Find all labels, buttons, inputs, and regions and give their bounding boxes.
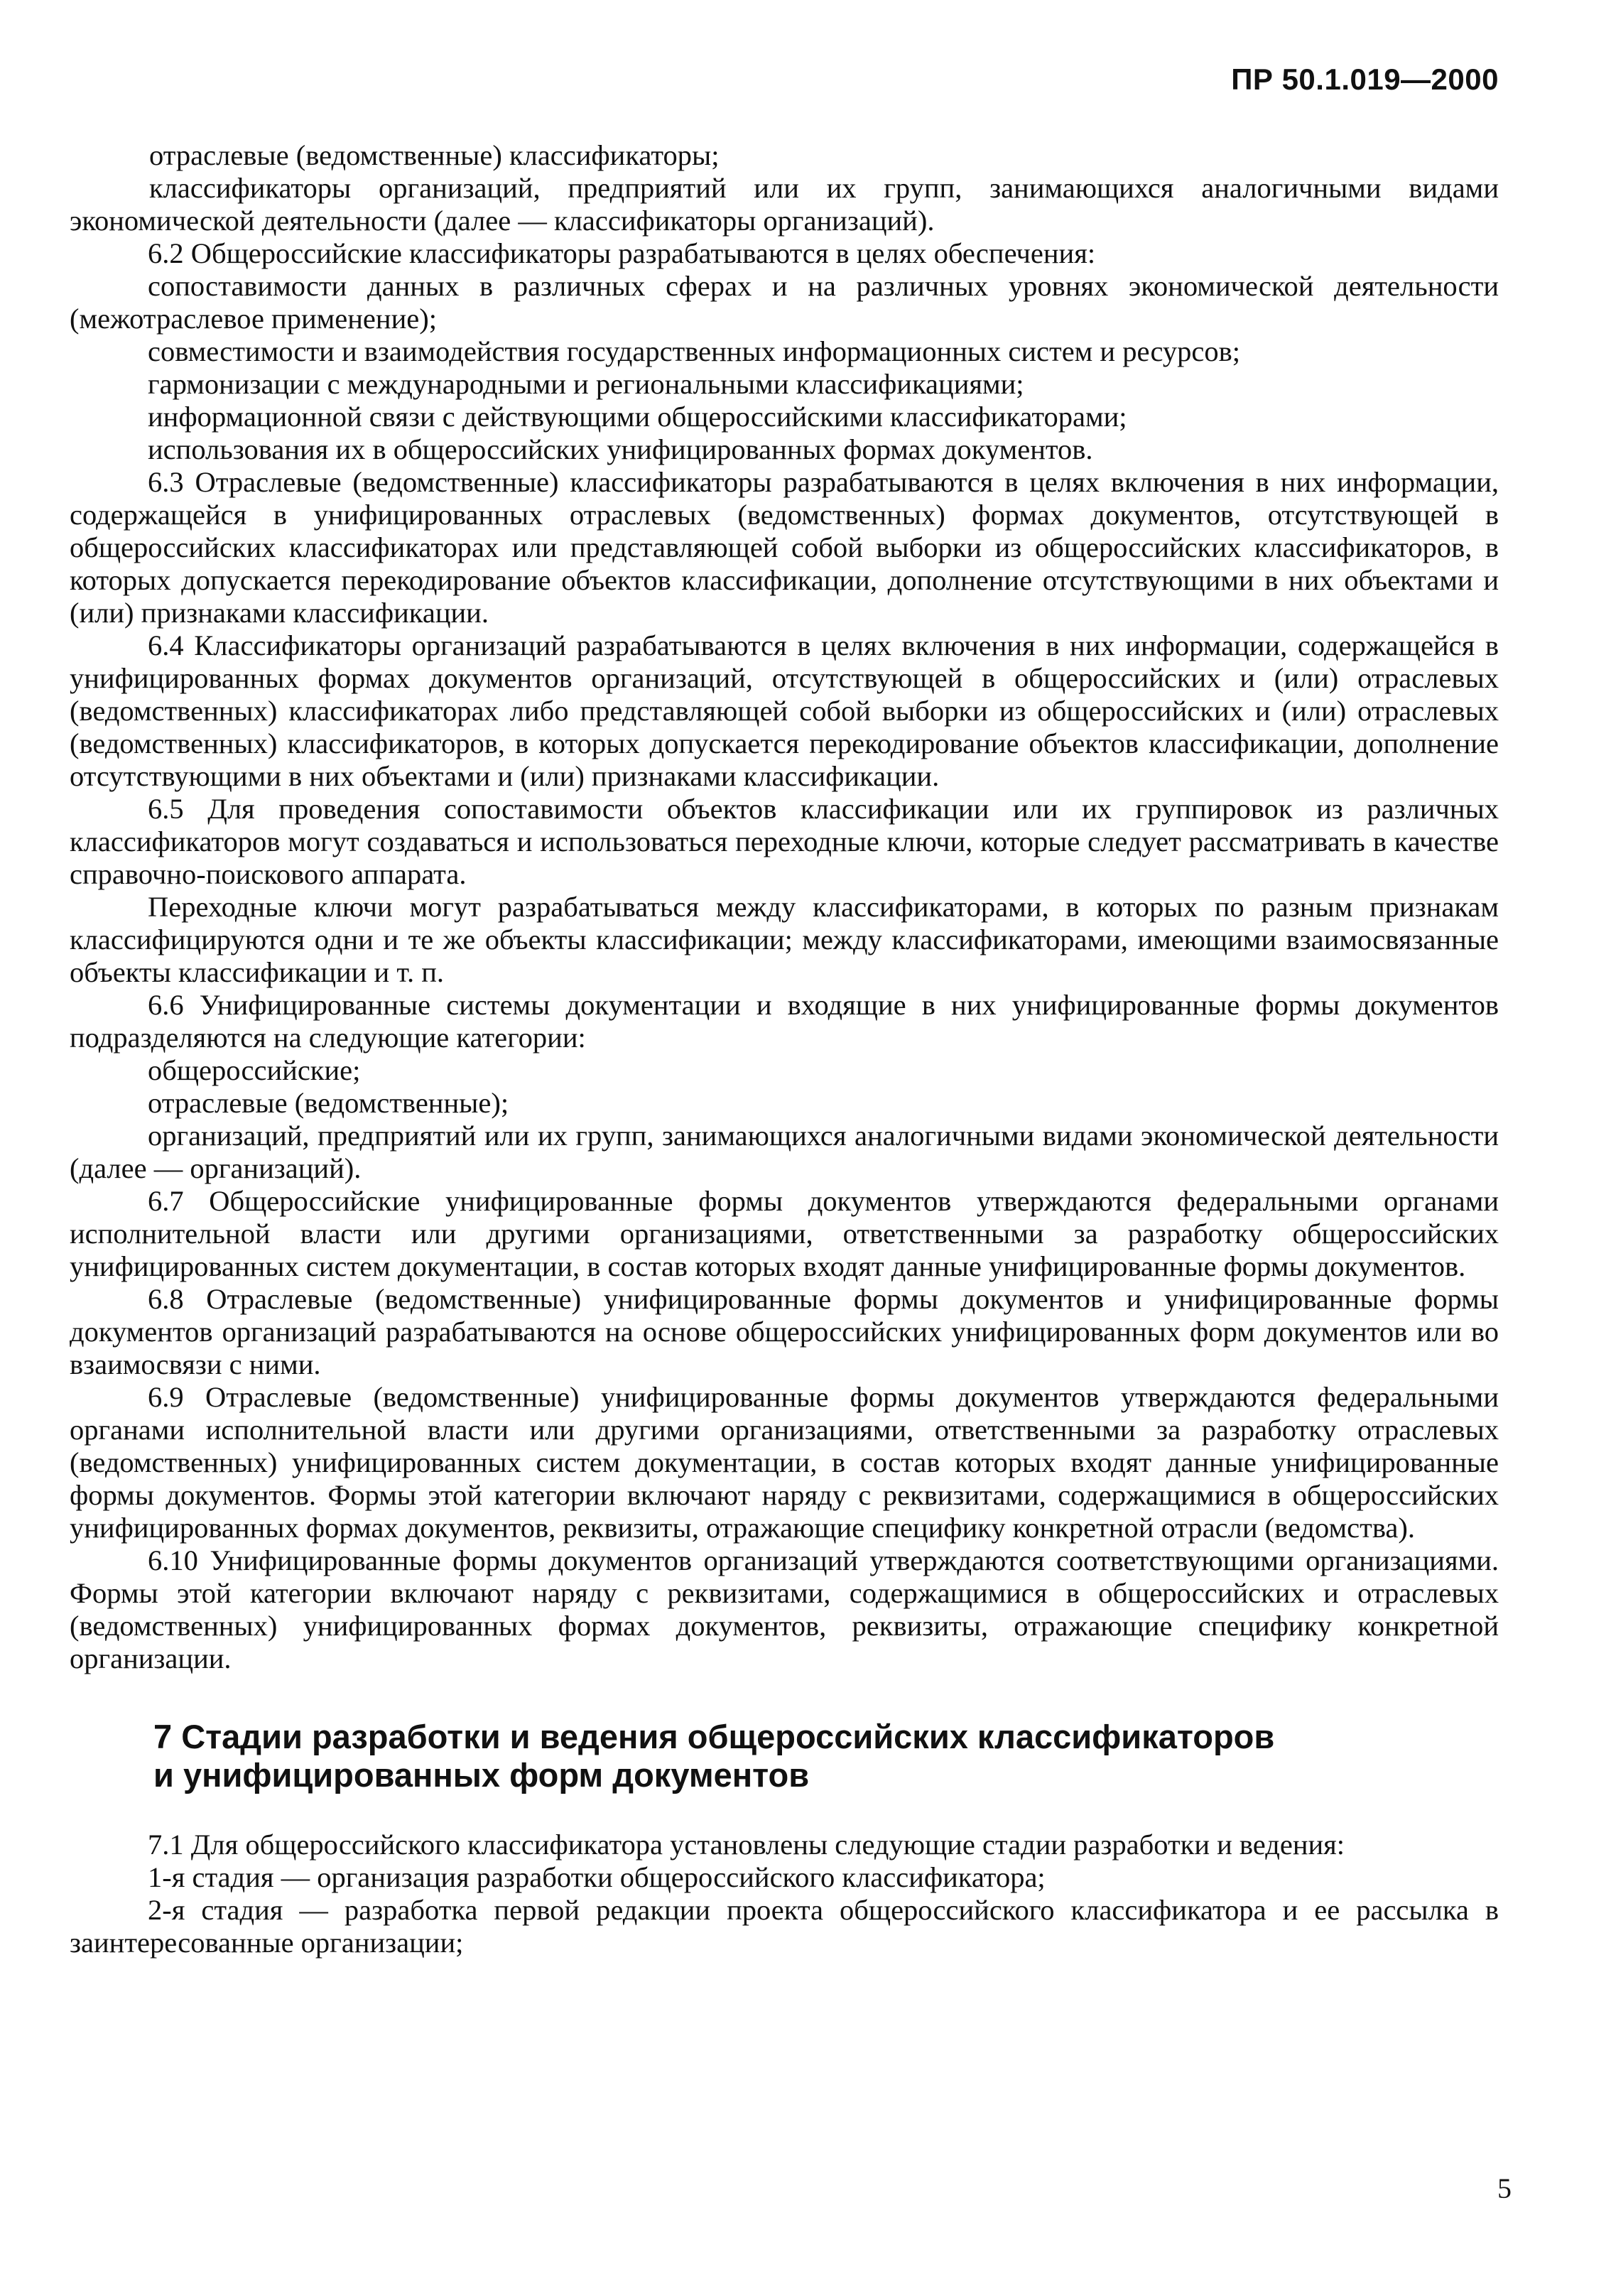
paragraph: 7.1 Для общероссийского классификатора установлены следующие стадии разработки и ведения: [148, 1829, 1345, 1861]
document-body [70, 139, 1499, 1959]
section-heading-line: 7 Стадии разработки и ведения общероссийских классификаторов [153, 1718, 1275, 1755]
paragraph: общероссийские; [148, 1054, 361, 1086]
paragraph: использования их в общероссийских унифицированных формах документов. [148, 433, 1093, 465]
paragraph: 6.3 Отраслевые (ведомственные) классификаторы разрабатываются в целях включения в них информации, содержащейся в унифицированных отраслевых (ведомственных) формах документов, отсутствующей в общероссийских классификаторах или представляющей собой выборки из общероссийских классификаторов, в которых допускается перекодирование объектов классификации, дополнение отсутствующими в них объектами и (или) признаками классификации. [70, 466, 1499, 629]
paragraph: 2-я стадия — разработка первой редакции проекта общероссийского классификатора и ее рассылка в заинтересованные организации; [70, 1894, 1499, 1959]
section-heading [153, 1718, 1499, 1794]
paragraph: 1-я стадия — организация разработки общероссийского классификатора; [148, 1861, 1046, 1893]
paragraph: 6.7 Общероссийские унифицированные формы документов утверждаются федеральными органами исполнительной власти или другими организациями, ответственными за разработку общероссийских унифицированных систем документации, в состав которых входят данные унифицированные формы документов. [70, 1185, 1499, 1282]
paragraph: сопоставимости данных в различных сферах и на различных уровнях экономической деятельности (межотраслевое применение); [70, 270, 1499, 335]
paragraph: 6.10 Унифицированные формы документов организаций утверждаются соответствующими организациями. Формы этой категории включают наряду с реквизитами, содержащимися в общероссийских и отраслевых (ведомственных) унифицированных формах документов, реквизиты, отражающие специфику конкретной организации. [70, 1544, 1499, 1674]
paragraph: 6.9 Отраслевые (ведомственные) унифицированные формы документов утверждаются федеральными органами исполнительной власти или другими организациями, ответственными за разработку отраслевых (ведомственных) унифицированных систем документации, в состав которых входят данные унифицированные формы документов. Формы этой категории включают наряду с реквизитами, содержащимися в общероссийских унифицированных формах документов, реквизиты, отражающие специфику конкретной отрасли (ведомства). [70, 1381, 1499, 1544]
paragraph: Переходные ключи могут разрабатываться между классификаторами, в которых по разным признакам классифицируются одни и те же объекты классификации; между классификаторами, имеющими взаимосвязанные объекты классификации и т. п. [70, 891, 1499, 988]
section-heading-line: и унифицированных форм документов [153, 1756, 810, 1794]
paragraph: совместимости и взаимодействия государственных информационных систем и ресурсов; [148, 335, 1241, 367]
paragraph: гармонизации с международными и региональными классификациями; [148, 368, 1024, 400]
paragraph: классификаторы организаций, предприятий или их групп, занимающихся аналогичными видами экономической деятельности (далее — классификаторы организаций). [70, 172, 1499, 237]
paragraph: 6.4 Классификаторы организаций разрабатываются в целях включения в них информации, содержащейся в унифицированных формах документов организаций, отсутствующей в общероссийских и (или) отраслевых (ведомственных) классификаторах либо представляющей собой выборки из общероссийских и (или) отраслевых (ведомственных) классификаторов, в которых допускается перекодирование объектов классификации, дополнение отсутствующими в них объектами и (или) признаками классификации. [70, 629, 1499, 792]
paragraph: 6.8 Отраслевые (ведомственные) унифицированные формы документов и унифицированные формы документов организаций разрабатываются на основе общероссийских унифицированных форм документов или во взаимосвязи с ними. [70, 1283, 1499, 1380]
paragraph: информационной связи с действующими общероссийскими классификаторами; [148, 401, 1127, 433]
paragraph: организаций, предприятий или их групп, занимающихся аналогичными видами экономической деятельности (далее — организаций). [70, 1120, 1499, 1184]
paragraph: 6.6 Унифицированные системы документации и входящие в них унифицированные формы документов подразделяются на следующие категории: [70, 989, 1499, 1054]
paragraph: отраслевые (ведомственные) классификаторы; [149, 139, 720, 171]
document-code: ПР 50.1.019—2000 [1231, 63, 1499, 96]
paragraph: отраслевые (ведомственные); [148, 1087, 509, 1119]
paragraph: 6.5 Для проведения сопоставимости объектов классификации или их группировок из различных классификаторов могут создаваться и использоваться переходные ключи, которые следует рассматривать в качестве справочно-поискового аппарата. [70, 793, 1499, 890]
paragraph: 6.2 Общероссийские классификаторы разрабатываются в целях обеспечения: [148, 237, 1096, 269]
page-number: 5 [1497, 2172, 1512, 2204]
